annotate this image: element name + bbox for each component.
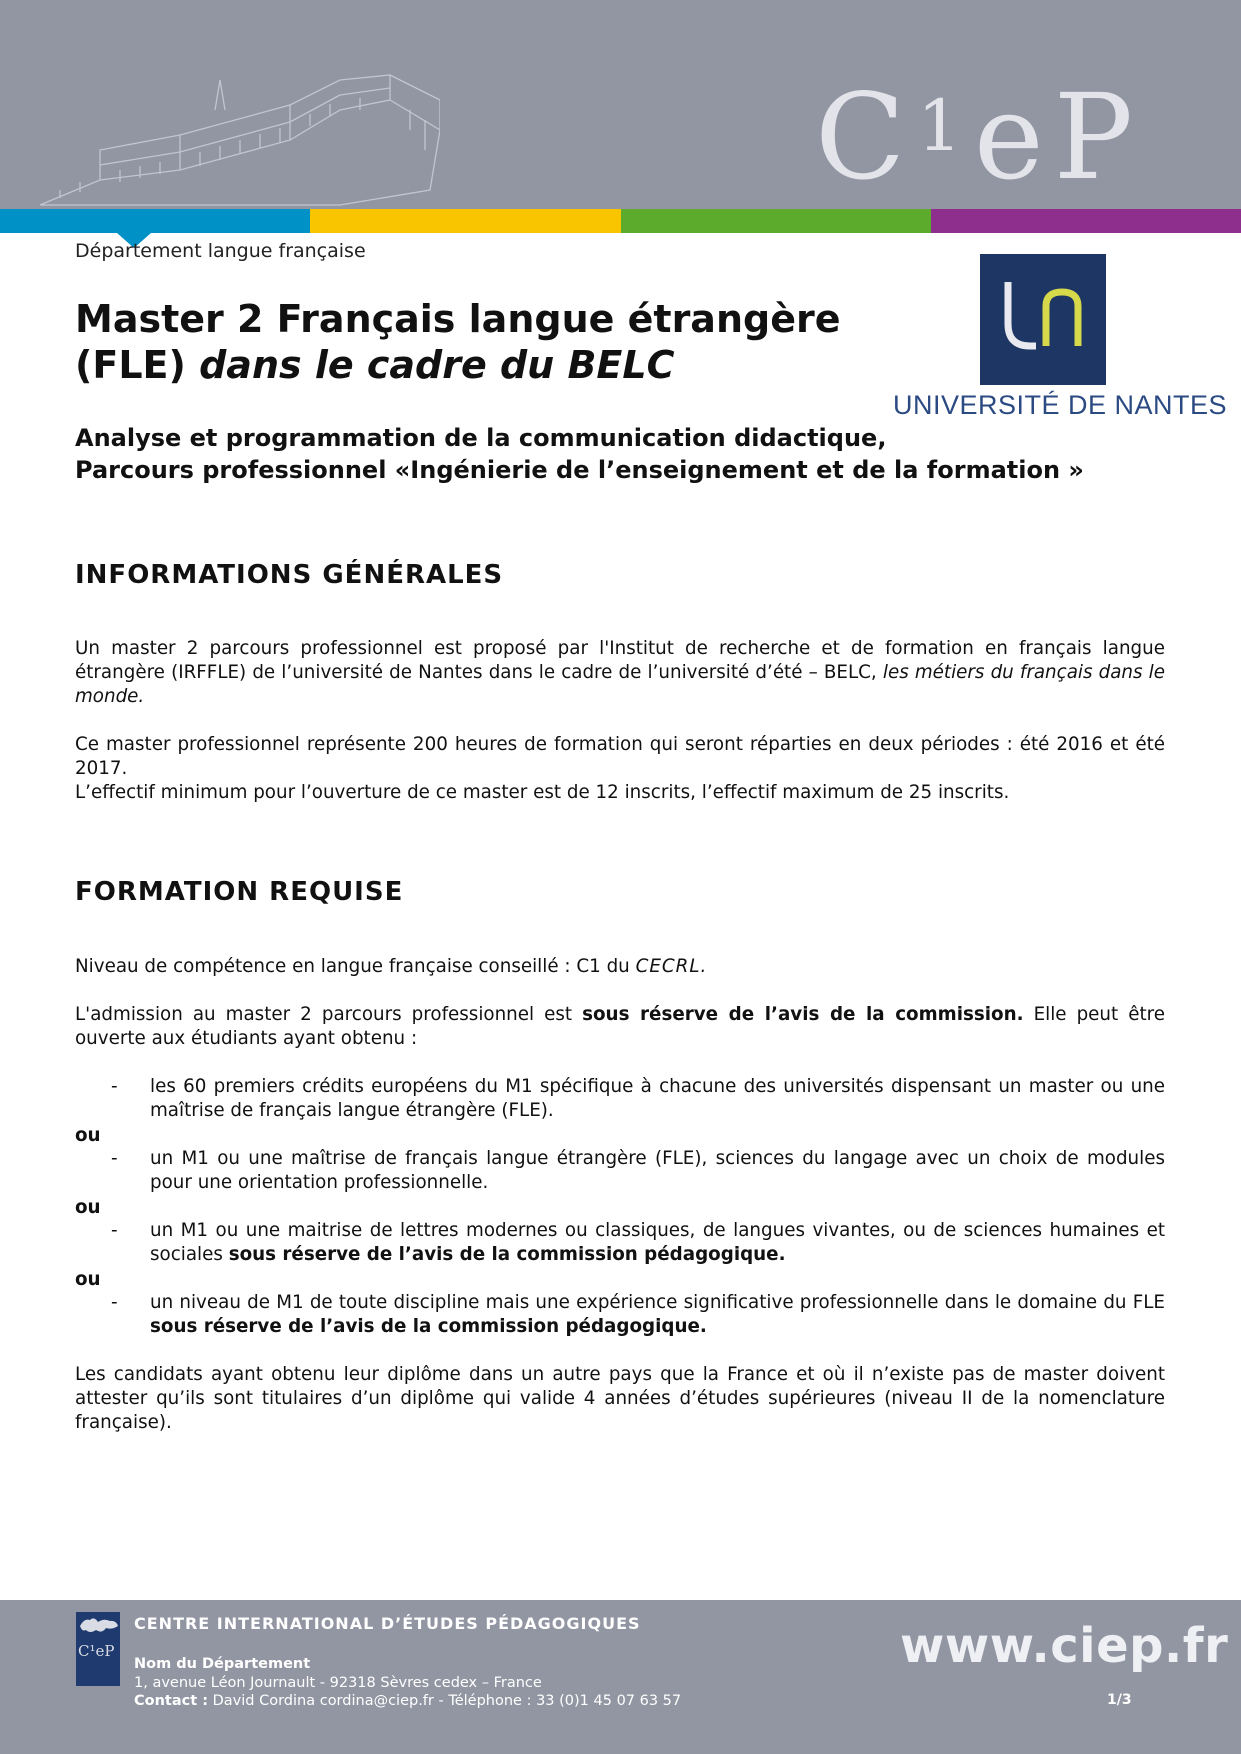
requirements-foreign-candidates: Les candidats ayant obtenu leur diplôme dans un autre pays que la France et où il n’existe pas de master doivent attester qu’ils sont titulaires d’un diplôme qui valide 4 années d’études supérieures (niveau II de la nomenclature française).	[75, 1364, 1165, 1433]
footer-address: 1, avenue Léon Journault - 92318 Sèvres cedex – France	[134, 1675, 542, 1691]
general-paragraph-2: Ce master professionnel représente 200 heures de formation qui seront réparties en deux périodes : été 2016 et été 2017. L’effectif minimum pour l’ouverture de ce master est de 12 inscrits, l’effectif maximum de 25 inscrits.	[75, 734, 1165, 803]
department-label: Département langue française	[75, 240, 366, 262]
title-line2: (FLE) dans le cadre du BELC	[75, 343, 675, 387]
subtitle-line1: Analyse et programmation de la communication didactique,	[75, 424, 887, 452]
list-item: un M1 ou une maitrise de lettres modernes ou classiques, de langues vivantes, ou de sciences humaines et sociales sous réserve de l’avis de la commission pédagogique.	[150, 1220, 1165, 1265]
page-header	[0, 0, 1241, 209]
university-name: UNIVERSITÉ DE NANTES	[893, 390, 1228, 420]
footer-department: Nom du Département	[134, 1656, 311, 1672]
ciep-footer-logo: C¹eP	[76, 1612, 120, 1686]
list-dash: -	[111, 1076, 118, 1097]
footer-organization: CENTRE INTERNATIONAL D’ÉTUDES PÉDAGOGIQUES	[134, 1614, 641, 1633]
building-illustration	[40, 70, 440, 209]
subtitle-line2: Parcours professionnel «Ingénierie de l’enseignement et de la formation »	[75, 456, 1084, 484]
band-purple	[931, 209, 1241, 233]
university-logo	[893, 254, 1228, 420]
list-dash: -	[111, 1292, 118, 1313]
un-letters-icon	[980, 254, 1106, 385]
requirements-level: Niveau de compétence en langue française conseillé : C1 du CECRL.	[75, 956, 708, 977]
or-label: ou	[75, 1197, 101, 1218]
page-footer	[0, 1600, 1241, 1754]
list-item: un M1 ou une maîtrise de français langue étrangère (FLE), sciences du langage avec un choix de modules pour une orientation professionnelle.	[150, 1148, 1165, 1193]
footer-contact: Contact : David Cordina cordina@ciep.fr - Téléphone : 33 (0)1 45 07 63 57	[134, 1693, 682, 1709]
or-label: ou	[75, 1125, 101, 1146]
page-subtitle	[75, 422, 1084, 486]
band-blue	[0, 209, 310, 233]
footer-website-link[interactable]: www.ciep.fr	[900, 1618, 1229, 1674]
page-number: 1/3	[1107, 1692, 1132, 1708]
section-heading-requirements: FORMATION REQUISE	[75, 877, 404, 907]
ciep-logo: $C^1eP$	[815, 68, 1144, 206]
general-paragraph-1: Un master 2 parcours professionnel est proposé par l'Institut de recherche et de formation en français langue étrangère (IRFFLE) de l’université de Nantes dans le cadre de l’université d’été – BELC, les métiers du français dans le monde.	[75, 638, 1166, 707]
list-dash: -	[111, 1220, 118, 1241]
list-item: un niveau de M1 de toute discipline mais une expérience significative professionnelle dans le domaine du FLE sous réserve de l’avis de la commission pédagogique.	[150, 1292, 1165, 1337]
band-green	[621, 209, 931, 233]
requirements-admission: L'admission au master 2 parcours professionnel est sous réserve de l’avis de la commission. Elle peut être ouverte aux étudiants ayant obtenu :	[75, 1004, 1165, 1049]
color-bands	[0, 209, 1241, 233]
or-label: ou	[75, 1269, 101, 1290]
list-dash: -	[111, 1148, 118, 1169]
page-title	[75, 296, 841, 388]
section-heading-general: INFORMATIONS GÉNÉRALES	[75, 560, 504, 590]
title-line1: Master 2 Français langue étrangère	[75, 297, 841, 341]
university-logo-mark	[980, 254, 1106, 385]
globe-map-icon	[76, 1612, 120, 1642]
band-yellow	[310, 209, 620, 233]
list-item: les 60 premiers crédits européens du M1 spécifique à chacune des universités dispensant un master ou une maîtrise de français langue étrangère (FLE).	[150, 1076, 1165, 1121]
